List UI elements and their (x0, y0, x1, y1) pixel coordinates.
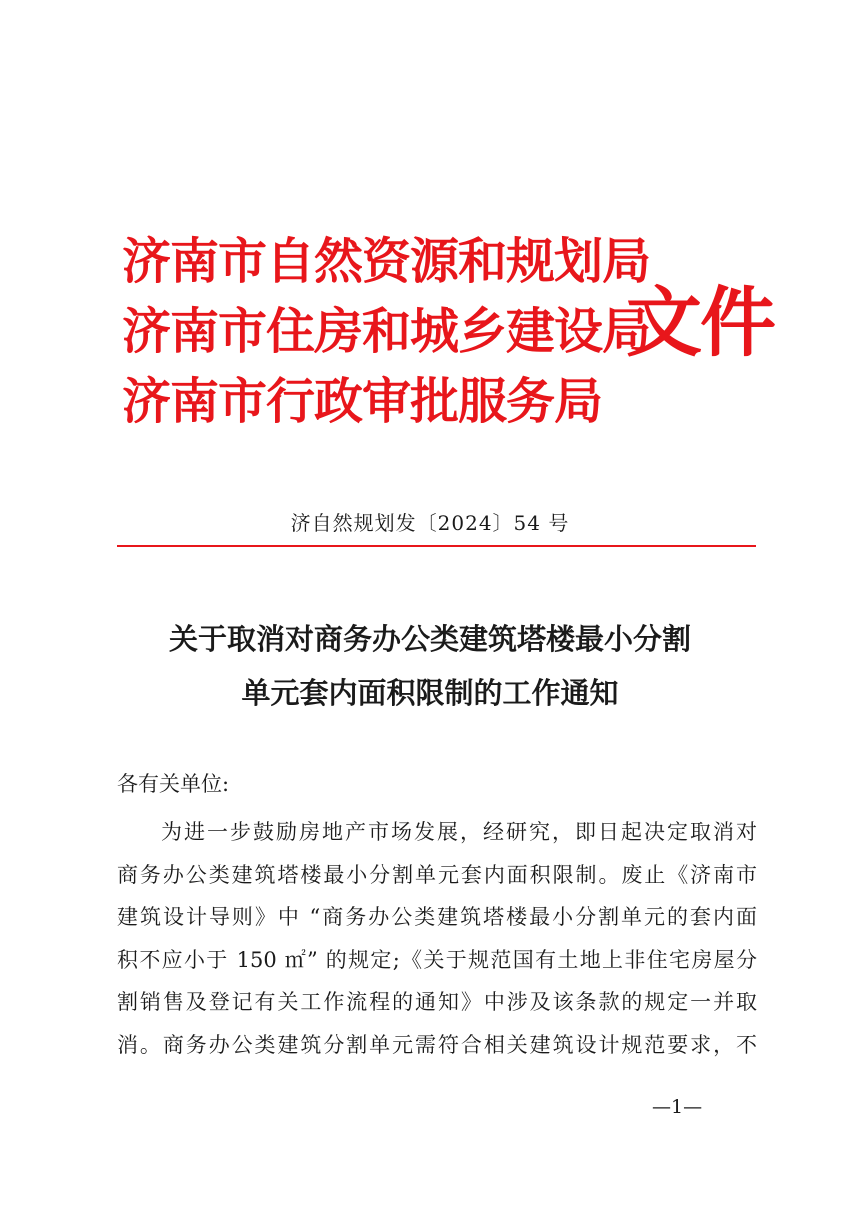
document-number: 济自然规划发〔2024〕54 号 (290, 511, 570, 535)
header-divider (117, 545, 756, 547)
body-line: 建筑设计导则》中 “商务办公类建筑塔楼最小分割单元的套内面 (117, 905, 757, 930)
issuer-block (122, 226, 651, 436)
body-line: 割销售及登记有关工作流程的通知》中涉及该条款的规定一并取 (117, 990, 757, 1015)
salutation: 各有关单位: (117, 772, 230, 796)
body-line: 消。商务办公类建筑分割单元需符合相关建筑设计规范要求，不 (117, 1032, 757, 1057)
issuer-name: 济南市行政审批服务局 (122, 372, 603, 430)
body-paragraph (117, 811, 757, 1067)
page-number: —1— (652, 1096, 703, 1118)
issuer-name: 济南市自然资源和规划局 (122, 232, 651, 290)
document-word: 文件 (626, 278, 774, 367)
title-line: 关于取消对商务办公类建筑塔楼最小分割 (168, 622, 691, 656)
title-line: 单元套内面积限制的工作通知 (241, 676, 619, 710)
body-line: 为进一步鼓励房地产市场发展，经研究，即日起决定取消对 (161, 820, 757, 844)
body-line: 积不应小于 150 ㎡” 的规定;《关于规范国有土地上非住宅房屋分 (117, 947, 757, 972)
issuer-name: 济南市住房和城乡建设局 (122, 302, 651, 360)
document-title (0, 612, 860, 720)
body-line: 商务办公类建筑塔楼最小分割单元套内面积限制。废止《济南市 (117, 862, 757, 887)
